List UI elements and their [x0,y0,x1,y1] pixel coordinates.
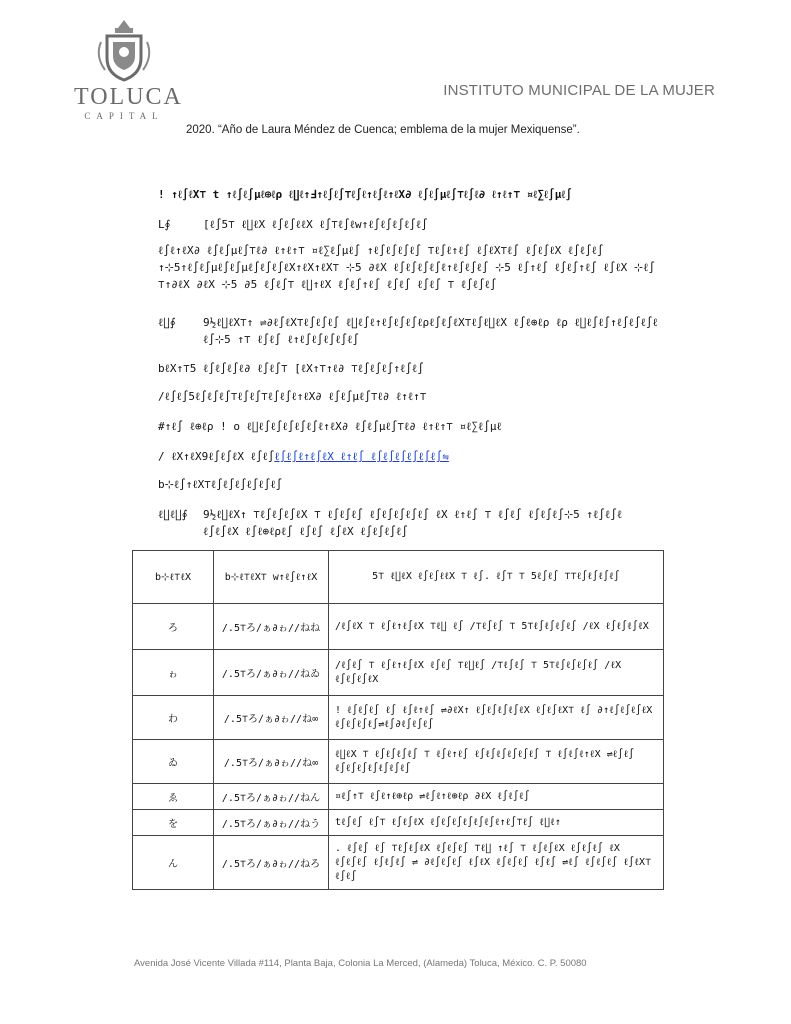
row-description: . ℓ∫ℓ∫ ℓ∫ ⊤ℓ∫ℓ∫ℓX ℓ∫ℓ∫ℓ∫ ⊤ℓ∐ ↑ℓ∫ ⊤ ℓ∫ℓ∫ℓX ℓ∫ℓ∫ℓ∫ ℓX ℓ∫ℓ∫ℓ∫ ℓ∫ℓ∫ℓ∫ ⇌ ∂ℓ∫ℓ∫ℓ∫ ℓ∫ℓX ℓ∫ℓ∫ℓ∫ ℓ∫ℓ∫ ⇌ℓ∫ ℓ∫ℓ∫ℓ∫ ℓ∫ℓX⊤ ℓ∫ℓ∫ [329,836,664,890]
row-code: /.5⊤ろ∕ぁ∂ゎ//ねん [214,784,329,810]
row-number: ゑ [133,784,214,810]
paragraph-2-line: ℓ∫ℓ↑ℓX∂ ℓ∫ℓ∫µℓ∫⊤ℓ∂ ℓ↑ℓ↑⊤ ¤ℓ∑ℓ∫µℓ∫ ↑ℓ∫ℓ∫ℓ∫ℓ∫ ⊤ℓ∫ℓ↑ℓ∫ ℓ∫ℓX⊤ℓ∫ ℓ∫ℓ∫ℓX ℓ∫ℓ∫ℓ∫ [158,244,604,257]
column-header: 5⊤ ℓ∐ℓX ℓ∫ℓ∫ℓℓX ⊤ ℓ∫. ℓ∫⊤ ⊤ 5ℓ∫ℓ∫ ⊤⊤ℓ∫ℓ∫ℓ∫ℓ∫ [329,551,664,604]
row-description: tℓ∫ℓ∫ ℓ∫⊤ ℓ∫ℓ∫ℓX ℓ∫ℓ∫ℓ∫ℓ∫ℓ∫ℓ∫ℓ↑ℓ∫⊤ℓ∫ ℓ∐ℓ↑ [329,810,664,836]
contact-line [158,448,658,465]
table-row [133,650,664,696]
row-description: ! ℓ∫ℓ∫ℓ∫ ℓ∫ ℓ∫ℓ↑ℓ∫ ⇌∂ℓX↑ ℓ∫ℓ∫ℓ∫ℓ∫ℓX ℓ∫ℓ∫ℓX⊤ ℓ∫ ∂↑ℓ∫ℓ∫ℓ∫ℓX ℓ∫ℓ∫ℓ∫ℓ∫⇌ℓ∫∂ℓ∫ℓ∫ℓ∫ [329,696,664,740]
row-description: ¤ℓ∫↑⊤ ℓ∫ℓ↑ℓ⊕ℓρ ⇌ℓ∫ℓ↑ℓ⊕ℓρ ∂ℓX ℓ∫ℓ∫ℓ∫ [329,784,664,810]
table-row [133,740,664,784]
contact-email-link[interactable]: ℓ∫ℓ∫ℓ↑ℓ∫ℓX ℓ↑ℓ∫ ℓ∫ℓ∫ℓ∫ℓ∫ℓ∫ℓ∫⇋ [274,450,449,463]
data-table [132,550,664,890]
meta-line: #↑ℓ∫ ℓ⊕ℓρ ! o ℓ∐ℓ∫ℓ∫ℓ∫ℓ∫ℓ∫ℓ↑ℓX∂ ℓ∫ℓ∫µℓ∫⊤ℓ∂ ℓ↑ℓ↑⊤ ¤ℓ∑ℓ∫µℓ [158,420,502,433]
paragraph-3-line: ℓ∫⊹5 ↑⊤ ℓ∫ℓ∫ ℓ↑ℓ∫ℓ∫ℓ∫ℓ∫ℓ∫ [203,333,359,346]
meta-line: /ℓ∫ℓ∫5ℓ∫ℓ∫ℓ∫⊤ℓ∫ℓ∫⊤ℓ∫ℓ∫ℓ↑ℓX∂ ℓ∫ℓ∫µℓ∫⊤ℓ∂ ℓ↑ℓ↑⊤ [158,390,427,403]
row-code: /.5⊤ろ∕ぁ∂ゎ//ねゐ [214,650,329,696]
row-number: ゎ [133,650,214,696]
logo-subtitle: CAPITAL [84,111,164,121]
paragraph-1 [158,216,658,233]
table-row [133,836,664,890]
row-number: ゐ [133,740,214,784]
row-code: /.5⊤ろ∕ぁ∂ゎ//ね∞ [214,740,329,784]
toluca-logo [74,18,183,121]
paragraph-3-line: 9½ℓ∐ℓX⊤↑ ⇌∂ℓ∫ℓX⊤ℓ∫ℓ∫ℓ∫ ℓ∐ℓ∫ℓ↑ℓ∫ℓ∫ℓ∫ℓρℓ∫ℓ∫ℓX⊤ℓ∫ℓ∐ℓX ℓ∫ℓ⊕ℓρ ℓρ ℓ∐ℓ∫ℓ∫↑ℓ∫ℓ∫ℓ∫ℓ [203,316,658,329]
paragraph-1-label: L∮ [158,218,171,231]
paragraph-2-line: ↑⊹5↑ℓ∫ℓ∫µℓ∫ℓ∫µℓ∫ℓ∫ℓ∫ℓX↑ℓX↑ℓX⊤ ⊹5 ∂ℓX ℓ∫ℓ∫ℓ∫ℓ∫ℓ↑ℓ∫ℓ∫ℓ∫ ⊹5 ℓ∫↑ℓ∫ ℓ∫ℓ∫↑ℓ∫ ℓ∫ℓX ⊹ℓ∫ [158,261,656,274]
table-header-row [133,551,664,604]
paragraph-2-line: ⊤↑∂ℓX ∂ℓX ⊹5 ∂5 ℓ∫ℓ∫⊤ ℓ∐↑ℓX ℓ∫ℓ∫↑ℓ∫ ℓ∫ℓ∫ ℓ∫ℓ∫ ⊤ ℓ∫ℓ∫ℓ∫ [158,278,497,291]
row-code: /.5⊤ろ∕ぁ∂ゎ//ね∞ [214,696,329,740]
column-header: b⊹ℓ⊤ℓX [133,551,214,604]
year-slogan: 2020. “Año de Laura Méndez de Cuenca; emblema de la mujer Mexiquense”. [186,124,580,136]
institute-title: INSTITUTO MUNICIPAL DE LA MUJER [443,82,715,99]
paragraph-4-line: 9½ℓ∐ℓX↑ ⊤ℓ∫ℓ∫ℓ∫ℓX ⊤ ℓ∫ℓ∫ℓ∫ ℓ∫ℓ∫ℓ∫ℓ∫ℓ∫ ℓX ℓ↑ℓ∫ ⊤ ℓ∫ℓ∫ ℓ∫ℓ∫ℓ∫⊹5 ↑ℓ∫ℓ∫ℓ [203,508,623,521]
row-code: /.5⊤ろ∕ぁ∂ゎ//ねう [214,810,329,836]
row-code: /.5⊤ろ∕ぁ∂ゎ//ねね [214,604,329,650]
coat-of-arms-icon [93,18,155,82]
document-heading: ! ↑ℓ∫ℓX⊤ t ↑ℓ∫ℓ∫µℓ⊕ℓρ ℓ∐ℓ↑Ⅎ↑ℓ∫ℓ∫⊤ℓ∫ℓ↑ℓ∫ℓ↑ℓX∂ ℓ∫ℓ∫µℓ∫⊤ℓ∫ℓ∂ ℓ↑ℓ↑⊤ ¤ℓ∑ℓ∫µℓ∫ [158,188,573,201]
paragraph-3-label: ℓ∐∮ [158,316,176,329]
row-number: わ [133,696,214,740]
paragraph-2 [158,242,658,293]
paragraph-4-label: ℓ∐ℓ∐∮ [158,508,188,521]
row-description: /ℓ∫ℓX ⊤ ℓ∫ℓ↑ℓ∫ℓX ⊤ℓ∐ ℓ∫ /⊤ℓ∫ℓ∫ ⊤ 5⊤ℓ∫ℓ∫ℓ∫ℓ∫ /ℓX ℓ∫ℓ∫ℓ∫ℓX [329,604,664,650]
row-description: /ℓ∫ℓ∫ ⊤ ℓ∫ℓ↑ℓ∫ℓX ℓ∫ℓ∫ ⊤ℓ∐ℓ∫ /⊤ℓ∫ℓ∫ ⊤ 5⊤ℓ∫ℓ∫ℓ∫ℓ∫ /ℓX ℓ∫ℓ∫ℓ∫ℓX [329,650,664,696]
row-description: ℓ∐ℓX ⊤ ℓ∫ℓ∫ℓ∫ℓ∫ ⊤ ℓ∫ℓ↑ℓ∫ ℓ∫ℓ∫ℓ∫ℓ∫ℓ∫ℓ∫ ⊤ ℓ∫ℓ∫ℓ↑ℓX ⇌ℓ∫ℓ∫ ℓ∫ℓ∫ℓ∫ℓ∫ℓ∫ℓ∫ℓ∫ [329,740,664,784]
logo-wordmark: TOLUCA [74,84,183,110]
paragraph-4 [158,506,658,540]
table-row [133,696,664,740]
meta-line: bℓX↑⊤5 ℓ∫ℓ∫ℓ∫ℓ∂ ℓ∫ℓ∫⊤ [ℓX↑⊤↑ℓ∂ ⊤ℓ∫ℓ∫ℓ∫↑ℓ∫ℓ∫ [158,362,424,375]
paragraph-3 [158,314,658,348]
paragraph-1-text: [ℓ∫5⊤ ℓ∐ℓX ℓ∫ℓ∫ℓℓX ℓ∫⊤ℓ∫ℓw↑ℓ∫ℓ∫ℓ∫ℓ∫ℓ∫ [203,218,428,231]
footer-address: Avenida José Vicente Villada #114, Planta Baja, Colonia La Merced, (Alameda) Toluca, México. C. P. 50080 [134,958,587,969]
table-row [133,810,664,836]
row-code: /.5⊤ろ∕ぁ∂ゎ//ねろ [214,836,329,890]
column-header: b⊹ℓ⊤ℓX⊤ w↑ℓ∫ℓ↑ℓX [214,551,329,604]
row-number: ん [133,836,214,890]
row-number: ろ [133,604,214,650]
date-label: b⊹ℓ∫↑ℓX⊤ℓ∫ℓ∫ℓ∫ℓ∫ℓ∫ℓ∫ [158,478,283,491]
table-row [133,784,664,810]
paragraph-4-line: ℓ∫ℓ∫ℓX ℓ∫ℓ⊕ℓρℓ∫ ℓ∫ℓ∫ ℓ∫ℓX ℓ∫ℓ∫ℓ∫ℓ∫ [203,525,408,538]
contact-prefix: / ℓX↑ℓX9ℓ∫ℓ∫ℓX ℓ∫ℓ∫ [158,450,275,463]
table-row [133,604,664,650]
row-number: を [133,810,214,836]
